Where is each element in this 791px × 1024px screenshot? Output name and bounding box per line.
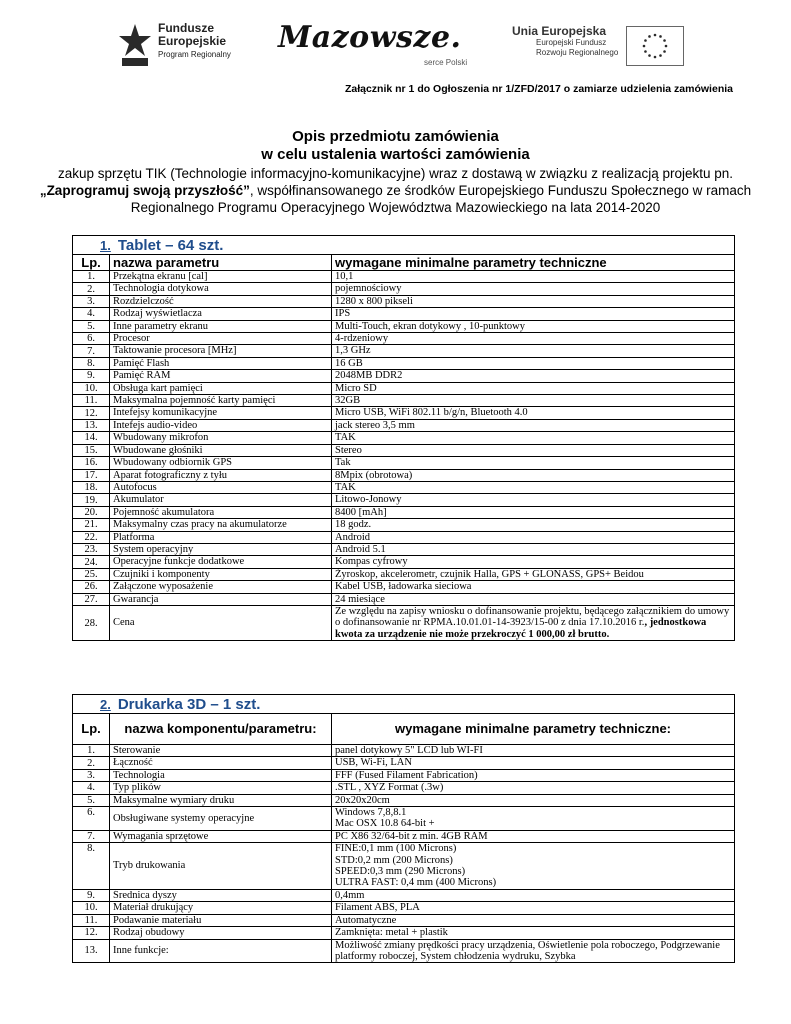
eu-star [644,39,647,42]
parameter-name: Czujniki i komponenty [110,568,332,580]
row-number: 9. [73,889,110,901]
table-row [73,320,735,332]
section-title: Tablet – 64 szt. [117,236,224,254]
row-number: 10. [73,382,110,394]
parameter-name: Typ plików [110,782,332,794]
table-row [73,830,735,842]
parameter-name: Maksymalne wymiary druku [110,794,332,806]
row-number: 13. [73,939,110,963]
parameter-name: Taktowanie procesora [MHz] [110,345,332,357]
parameter-value: 10,1 [332,271,735,283]
table-row [73,395,735,407]
eu-logo-line1: Unia Europejska [512,24,607,38]
parameter-name: Inne parametry ekranu [110,320,332,332]
eu-star [665,45,668,48]
row-number: 18. [73,481,110,493]
row-number: 5. [73,794,110,806]
parameter-name: Akumulator [110,494,332,506]
parameter-value: Kompas cyfrowy [332,556,735,568]
table-row [73,889,735,901]
parameter-value [332,914,735,926]
parameter-value: TAK [332,432,735,444]
parameter-value [332,794,735,806]
row-number: 7. [73,345,110,357]
row-number: 17. [73,469,110,481]
price-limit: , jednostkowa kwota za urządzenie nie może przekroczyć 1 000,00 zł brutto. [335,617,707,640]
row-number: 11. [73,914,110,926]
annex-reference: Załącznik nr 1 do Ogłoszenia nr 1/ZFD/2017 o zamiarze udzielenia zamówienia [344,83,733,95]
parameter-value-line: Zamknięta: metal + plastik [335,927,448,939]
table-row [73,519,735,531]
logo-bar [0,14,791,74]
table-row [73,581,735,593]
project-name: „Zaprogramuj swoją przyszłość” [39,183,250,198]
parameter-name: Platforma [110,531,332,543]
table-row [73,444,735,456]
row-number: 10. [73,902,110,914]
parameter-value: Żyroskop, akcelerometr, czujnik Halla, GPS + GLONASS, GPS+ Beidou [332,568,735,580]
table-row [73,927,735,939]
parameter-name: Rozdzielczość [110,295,332,307]
row-number: 27. [73,593,110,605]
parameter-value [332,830,735,842]
column-header-name: nazwa komponentu/parametru: [110,714,332,745]
row-number: 12. [73,407,110,419]
row-number: 9. [73,370,110,382]
column-header-lp: Lp. [73,255,110,271]
parameter-value: Litowo-Jonowy [332,494,735,506]
parameter-value-line: Windows 7,8,8.1 [335,807,407,819]
parameter-value-line: FINE:0,1 mm (100 Microns) [335,843,457,855]
section-number: 2. [100,696,111,712]
parameter-value [332,769,735,781]
parameter-name: Aparat fotograficzny z tyłu [110,469,332,481]
table-row [73,769,735,781]
funds-logo-line1: Fundusze [158,21,214,35]
parameter-name: Wbudowane głośniki [110,444,332,456]
parameter-value: 8Mpix (obrotowa) [332,469,735,481]
table-row [73,593,735,605]
table-row [73,469,735,481]
parameter-value: 16 GB [332,357,735,369]
column-header-lp: Lp. [73,714,110,745]
eu-logo-line3: Rozwoju Regionalnego [536,48,619,57]
parameter-value [332,605,735,640]
table-row [73,419,735,431]
table-row [73,782,735,794]
row-number: 19. [73,494,110,506]
parameter-value: Android [332,531,735,543]
parameter-value: pojemnościowy [332,283,735,295]
parameter-name: Intefejs audio-video [110,419,332,431]
table-row [73,939,735,963]
table-row [73,506,735,518]
region-logo-subtitle: serce Polski [424,58,468,67]
parameter-name: Rodzaj wyświetlacza [110,308,332,320]
parameter-value: Stereo [332,444,735,456]
row-number: 2. [73,757,110,769]
table-row [73,481,735,493]
parameter-value-line: 0,4mm [335,889,365,901]
table-row [73,308,735,320]
parameter-value: jack stereo 3,5 mm [332,419,735,431]
region-logo-word: Mazowsze. [278,20,462,55]
parameter-value: Multi-Touch, ekran dotykowy , 10-punktowy [332,320,735,332]
row-number: 6. [73,333,110,345]
funds-logo-line2: Europejskie [158,34,227,48]
row-number: 16. [73,457,110,469]
row-number: 26. [73,581,110,593]
table-row [73,914,735,926]
parameter-value-line: Automatyczne [335,914,397,926]
page-title-line1: Opis przedmiotu zamówienia [292,128,499,145]
parameter-name: Rodzaj obudowy [110,927,332,939]
table-row [73,457,735,469]
parameter-name: Technologia dotykowa [110,283,332,295]
row-number: 23. [73,543,110,555]
row-number: 1. [73,745,110,757]
parameter-name: Procesor [110,333,332,345]
eu-star [644,50,647,53]
row-number: 15. [73,444,110,456]
parameter-value-line: FFF (Fused Filament Fabrication) [335,769,478,781]
parameter-value [332,927,735,939]
eu-star [663,50,666,53]
table-row [73,357,735,369]
parameter-name: Pamięć Flash [110,357,332,369]
parameter-value: Kabel USB, ładowarka sieciowa [332,581,735,593]
row-number: 2. [73,283,110,295]
row-number: 25. [73,568,110,580]
table-row [73,757,735,769]
parameter-name: Inne funkcje: [110,939,332,963]
parameter-value-line: Filament ABS, PLA [335,902,420,914]
parameter-value: 18 godz. [332,519,735,531]
parameter-name: Podawanie materiału [110,914,332,926]
parameter-value: 2048MB DDR2 [332,370,735,382]
parameter-value-line: Możliwość zmiany prędkości pracy urządzenia, Oświetlenie pola roboczego, Podgrzewanie platformy roboczej, System chłodzenia wydruku, Szybka [335,939,720,962]
row-number: 21. [73,519,110,531]
parameter-value [332,939,735,963]
page-title [0,128,791,164]
table-row [73,807,735,831]
parameter-value: 1,3 GHz [332,345,735,357]
column-header-value: wymagane minimalne parametry techniczne: [332,714,735,745]
parameter-value [332,782,735,794]
table-row [73,283,735,295]
parameter-name: Operacyjne funkcje dodatkowe [110,556,332,568]
parameter-value: 24 miesiące [332,593,735,605]
eu-logo [512,24,687,68]
eu-star [654,34,657,37]
parameter-value-line: USB, Wi-Fi, LAN [335,757,412,769]
parameter-value [332,902,735,914]
parameter-value: IPS [332,308,735,320]
parameter-value-line: .STL , XYZ Format (.3w) [335,782,444,794]
row-number: 3. [73,295,110,307]
parameter-name: System operacyjny [110,543,332,555]
parameter-value-line: panel dotykowy 5" LCD lub WI-FI [335,745,483,756]
parameter-name: Przekątna ekranu [cal] [110,271,332,283]
page-title-line2: w celu ustalenia wartości zamówienia [261,146,530,163]
section-title: Drukarka 3D – 1 szt. [117,695,261,713]
row-number: 4. [73,782,110,794]
parameter-value: Android 5.1 [332,543,735,555]
parameter-name: Obsługiwane systemy operacyjne [110,807,332,831]
eu-star [654,56,657,59]
parameter-name: Maksymalna pojemność karty pamięci [110,395,332,407]
row-number: 4. [73,308,110,320]
parameter-name: Sterowanie [110,745,332,757]
row-number: 1. [73,271,110,283]
table-row [73,605,735,640]
parameter-value-line: Mac OSX 10.8 64-bit + [335,818,435,830]
eu-flag-icon [626,26,684,66]
row-number: 8. [73,357,110,369]
intro-paragraph [20,165,771,216]
table-row [73,568,735,580]
row-number: 14. [73,432,110,444]
intro-text-part2: , współfinansowanego ze środków Europejskiego Funduszu Społecznego w ramach Regionalnego Programu Operacyjnego Województwa Mazowieckiego na lata 2014-2020 [130,183,752,215]
table-row [73,407,735,419]
parameter-name: Intefejsy komunikacyjne [110,407,332,419]
parameter-value-line: ULTRA FAST: 0,4 mm (400 Microns) [335,877,497,889]
row-number: 12. [73,927,110,939]
column-header-name: nazwa parametru [110,255,332,271]
row-number: 20. [73,506,110,518]
parameter-value: Micro USB, WiFi 802.11 b/g/n, Bluetooth 4.0 [332,407,735,419]
printer-spec-table [72,694,735,963]
section-header-printer [73,695,735,714]
region-logo [278,20,478,72]
parameter-name: Średnica dyszy [110,889,332,901]
intro-text-part1: zakup sprzętu TIK (Technologie informacyjno-komunikacyjne) wraz z dostawą w związku z realizacją projektu pn. [57,166,734,181]
eu-star [659,35,662,38]
parameter-name: Załączone wyposażenie [110,581,332,593]
parameter-name: Materiał drukujący [110,902,332,914]
funds-logo-line3: Program Regionalny [158,50,231,59]
parameter-value [332,745,735,757]
parameter-name: Wymagania sprzętowe [110,830,332,842]
eu-logo-line2: Europejski Fundusz [536,38,607,47]
table-row [73,794,735,806]
parameter-name: Wbudowany mikrofon [110,432,332,444]
parameter-value: TAK [332,481,735,493]
row-number: 3. [73,769,110,781]
table-row [73,271,735,283]
row-number: 22. [73,531,110,543]
parameter-name: Maksymalny czas pracy na akumulatorze [110,519,332,531]
parameter-value: 32GB [332,395,735,407]
row-number: 24. [73,556,110,568]
parameter-name: Technologia [110,769,332,781]
table-row [73,902,735,914]
row-number: 13. [73,419,110,431]
row-number: 6. [73,807,110,831]
parameter-name: Cena [110,605,332,640]
column-header-row [73,714,735,745]
parameter-name: Wbudowany odbiornik GPS [110,457,332,469]
parameter-value: 1280 x 800 pikseli [332,295,735,307]
eu-star [648,35,651,38]
parameter-value-line: SPEED:0,3 mm (290 Microns) [335,866,466,878]
eu-star [663,39,666,42]
section-number: 1. [100,237,111,253]
table-row [73,370,735,382]
parameter-name: Tryb drukowania [110,843,332,890]
table-row [73,432,735,444]
table-row [73,556,735,568]
table-row [73,531,735,543]
parameter-value [332,807,735,831]
price-note: Ze względu na zapisy wniosku o dofinansowanie projektu, będącego załącznikiem do umowy o dofinansowanie nr RPMA.10.01.01-14-3923/15-00 z dnia 17.10.2016 r. [335,605,730,629]
parameter-name: Łączność [110,757,332,769]
parameter-value [332,757,735,769]
table-row [73,543,735,555]
table-row [73,345,735,357]
parameter-name: Pamięć RAM [110,370,332,382]
parameter-value [332,889,735,901]
parameter-name: Autofocus [110,481,332,493]
row-number: 8. [73,843,110,890]
eu-star [643,45,646,48]
row-number: 11. [73,395,110,407]
column-header-value: wymagane minimalne parametry techniczne [332,255,735,271]
parameter-value: Micro SD [332,382,735,394]
parameter-value-line: STD:0,2 mm (200 Microns) [335,854,453,866]
parameter-value [332,843,735,890]
table-row [73,494,735,506]
row-number: 7. [73,830,110,842]
parameter-name: Obsługa kart pamięci [110,382,332,394]
eu-star [648,54,651,57]
table-row [73,843,735,890]
column-header-row [73,255,735,271]
tablet-spec-table [72,235,735,641]
parameter-value-line: 20x20x20cm [335,794,390,806]
table-row [73,745,735,757]
parameter-value: Tak [332,457,735,469]
parameter-name: Gwarancja [110,593,332,605]
parameter-name: Pojemność akumulatora [110,506,332,518]
table-row [73,382,735,394]
funds-star-icon [118,20,152,68]
funds-logo [118,20,268,70]
table-row [73,333,735,345]
parameter-value: 8400 [mAh] [332,506,735,518]
eu-star [659,54,662,57]
parameter-value-line: PC X86 32/64-bit z min. 4GB RAM [335,830,488,842]
row-number: 28. [73,605,110,640]
row-number: 5. [73,320,110,332]
parameter-value: 4-rdzeniowy [332,333,735,345]
table-row [73,295,735,307]
section-header-tablet [73,236,735,255]
